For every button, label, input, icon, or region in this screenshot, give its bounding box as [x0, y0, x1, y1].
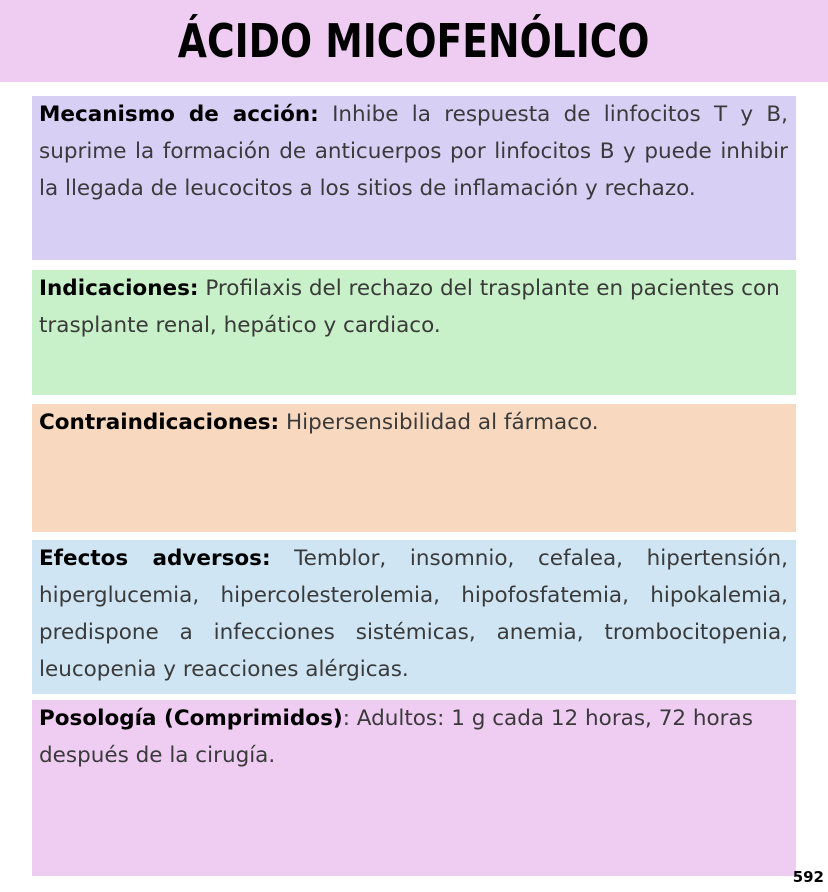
section-mecanismo [32, 96, 796, 260]
section-efectos-adversos [32, 540, 796, 694]
contraindicaciones-label: Contraindicaciones: [39, 410, 280, 435]
page-number: 592 [792, 868, 824, 886]
mecanismo-paragraph [39, 96, 788, 207]
indicaciones-label: Indicaciones: [39, 276, 199, 301]
efectos-label: Efectos adversos: [39, 546, 271, 571]
section-contraindicaciones [32, 404, 796, 532]
section-posologia [32, 700, 796, 876]
indicaciones-paragraph [39, 270, 788, 344]
efectos-text: Temblor, insomnio, cefalea, hipertensión, hiperglucemia, hipercolesterolemia, hipofosfatemia, hipokalemia, predispone a infecciones sistémicas, anemia, trombocitopenia, leucopenia y reacciones alérgicas. [39, 546, 788, 682]
posologia-label: Posología (Comprimidos) [39, 706, 343, 731]
mecanismo-label: Mecanismo de acción: [39, 102, 319, 127]
indicaciones-text: Profilaxis del rechazo del trasplante en pacientes con trasplante renal, hepático y cardiaco. [39, 276, 780, 338]
section-indicaciones [32, 270, 796, 395]
posologia-text: : Adultos: 1 g cada 12 horas, 72 horas después de la cirugía. [39, 706, 753, 768]
title-bar [0, 0, 828, 82]
contraindicaciones-paragraph [39, 404, 788, 441]
page-title: ÁCIDO MICOFENÓLICO [178, 14, 650, 68]
posologia-paragraph [39, 700, 788, 774]
efectos-paragraph [39, 540, 788, 688]
mecanismo-text: Inhibe la respuesta de linfocitos T y B, suprime la formación de anticuerpos por linfocitos B y puede inhibir la llegada de leucocitos a los sitios de inflamación y rechazo. [39, 102, 788, 201]
contraindicaciones-text: Hipersensibilidad al fármaco. [279, 410, 599, 435]
